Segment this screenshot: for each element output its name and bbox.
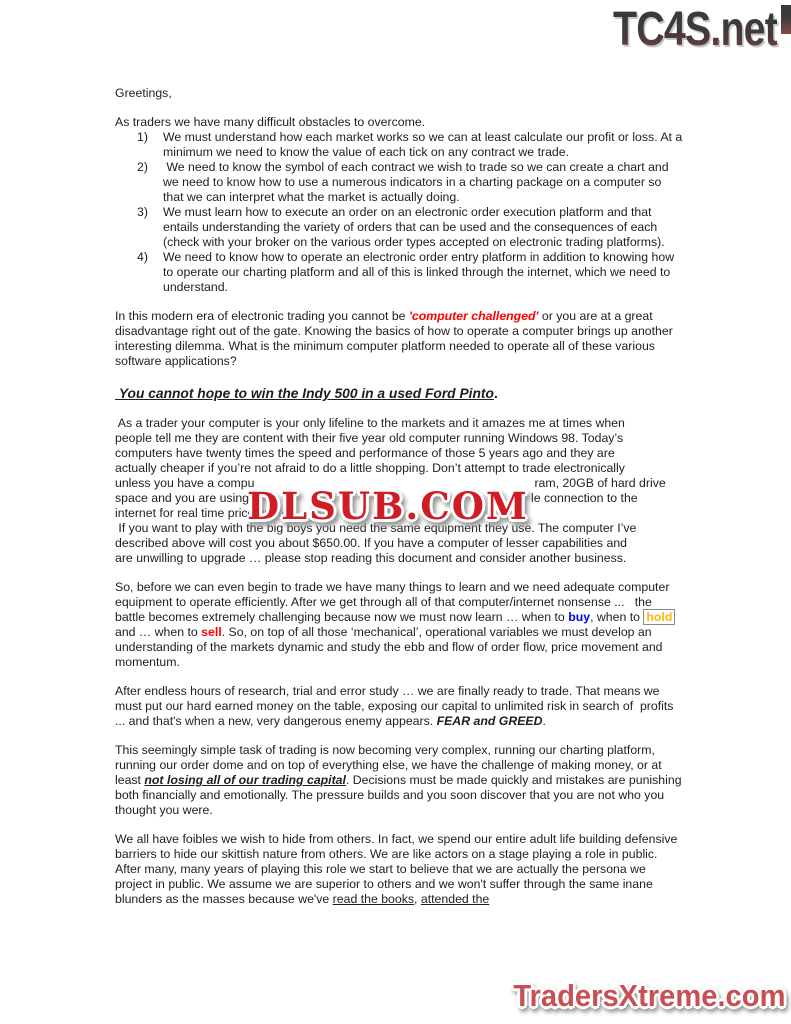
text-line [115, 416, 683, 431]
text-segment: or you are at a great disadvantage right out of the gate. Knowing the basics of how to operate a computer brings up another interesting dilemma. What is the minimum computer platform needed to operate all of these various software applications? [115, 309, 677, 368]
list-item-marker: 4) [137, 250, 148, 264]
text-segment: ram, 20GB of hard drive [534, 476, 666, 490]
text-segment: , [414, 892, 421, 906]
paragraph [115, 309, 683, 369]
text-segment: attended the [420, 892, 490, 906]
numbered-list [115, 130, 686, 295]
paragraph [115, 684, 683, 729]
list-item [137, 130, 686, 160]
section-heading [115, 385, 683, 402]
list-item-marker: 3) [137, 205, 148, 219]
text-segment: . [542, 714, 546, 728]
text-line [115, 446, 683, 461]
text-line [115, 536, 683, 551]
list-item-text [163, 250, 683, 295]
text-segment: If you want to play with the big boys you need the same equipment they use. The computer I’ve [115, 521, 637, 535]
text-segment: We need to know the symbol of each contract we wish to trade so we can create a chart and we need to know how to use a numerous indicators in a charting package on a computer so that we can interpret what the market is actually doing. [163, 160, 673, 204]
tc4s-logo: TC4S.net [612, 3, 777, 56]
paragraph [115, 832, 683, 907]
text-line [115, 431, 683, 446]
text-line [115, 551, 683, 566]
list-item-marker: 1) [137, 130, 148, 144]
text-segment: people tell me they are content with their five year old computer running Windows 98. Today’s [115, 431, 624, 445]
text-segment: space and you are using [115, 491, 249, 505]
text-segment: , when to [590, 610, 644, 624]
text-line [115, 461, 683, 476]
list-item-text [163, 205, 683, 250]
paragraph [115, 86, 683, 101]
paragraph [115, 115, 683, 130]
text-segment: not losing all of our trading capital [144, 773, 346, 787]
text-segment: hold [643, 609, 675, 625]
list-item [137, 205, 683, 250]
text-segment: 'computer challenged' [408, 309, 539, 323]
text-segment: actually cheaper if you’re not afraid to do a little shopping. Don’t attempt to trade electronically [115, 461, 625, 475]
text-segment: So, before we can even begin to trade we have many things to learn and we need adequate computer equipment to operate efficiently. After we get through all of that computer/internet nonsense ... the battle becomes extremely challenging because now we must now learn … when to [115, 580, 673, 624]
text-segment: unless you have a compu [115, 476, 255, 490]
text-segment: As traders we have many difficult obstacles to overcome. [115, 115, 426, 129]
text-segment: and … when to [115, 610, 679, 639]
text-segment: le connection to the [531, 491, 638, 505]
text-segment: We need to know how to operate an electronic order entry platform in addition to knowing how to operate our charting platform and all of this is linked through the internet, which we need to understand. [163, 250, 678, 294]
text-segment: As a trader your computer is your only lifeline to the markets and it amazes me at times when [115, 416, 625, 430]
text-segment: described above will cost you about $650.00. If you have a computer of lesser capabilities and [115, 536, 627, 550]
paragraph [115, 580, 683, 670]
text-segment: . Decisions must be made quickly and mistakes are punishing both financially and emotionally. The pressure builds and you soon discover that you are not who you thought you were. [115, 773, 685, 817]
paragraph [115, 743, 683, 818]
text-segment: computers have twenty times the speed and performance of those 5 years ago and they are [115, 446, 615, 460]
text-segment: This seemingly simple task of trading is now becoming very complex, running our charting platform, running our order dome and on top of everything else, we have the challenge of making money, or at least [115, 743, 666, 787]
text-segment: We must learn how to execute an order on an electronic order execution platform and that entails understanding the variety of orders that can be used and the consequences of each (check with your broker on the various order types accepted on electronic trading platforms). [163, 205, 665, 249]
logo-edge-mark [781, 5, 791, 34]
dlsub-watermark: DLSUB.COM [247, 484, 529, 528]
list-item [137, 160, 683, 205]
text-segment: internet for real time price quotes. [115, 506, 299, 520]
text-segment: We must understand how each market works so we can at least calculate our profit or loss. At a minimum we need to know the value of each tick on any contract we trade. [163, 130, 686, 159]
text-segment: FEAR and GREED [436, 714, 543, 728]
text-segment: We all have foibles we wish to hide from others. In fact, we spend our entire adult life building defensive barriers to hide our skittish nature from others. We are like actors on a stage playing a role in public. After many, many years of playing this role we start to believe that we are actually the persona we project in public. We assume we are superior to others and we won't suffer through the same inane blunders as the masses because we've [115, 832, 681, 906]
text-segment: . So, on top of all those ‘mechanical’, operational variables we must develop an understanding of the markets dynamic and study the ebb and flow of order flow, price movement and momentum. [115, 625, 666, 669]
text-segment: Greetings, [115, 86, 172, 100]
list-item-text [163, 130, 686, 160]
text-segment: . [493, 386, 498, 401]
text-segment: After endless hours of research, trial and error study … we are finally ready to trade. That means we must put our hard earned money on the table, exposing our capital to unlimited risk in search of profits ... and that's when a new, very dangerous enemy appears. [115, 684, 677, 728]
text-segment: You cannot hope to win the Indy 500 in a used Ford Pinto [115, 386, 494, 401]
text-segment: In this modern era of electronic trading you cannot be [115, 309, 409, 323]
text-segment: are unwilling to upgrade … please stop reading this document and consider another business. [115, 551, 627, 565]
text-segment: read the books [332, 892, 415, 906]
list-item [137, 250, 683, 295]
tradersxtreme-watermark: TradersXtreme.com [512, 978, 785, 1013]
list-item-text [163, 160, 683, 205]
text-segment: buy [568, 610, 591, 624]
list-item-marker: 2) [137, 160, 148, 174]
text-segment: sell [201, 625, 222, 639]
